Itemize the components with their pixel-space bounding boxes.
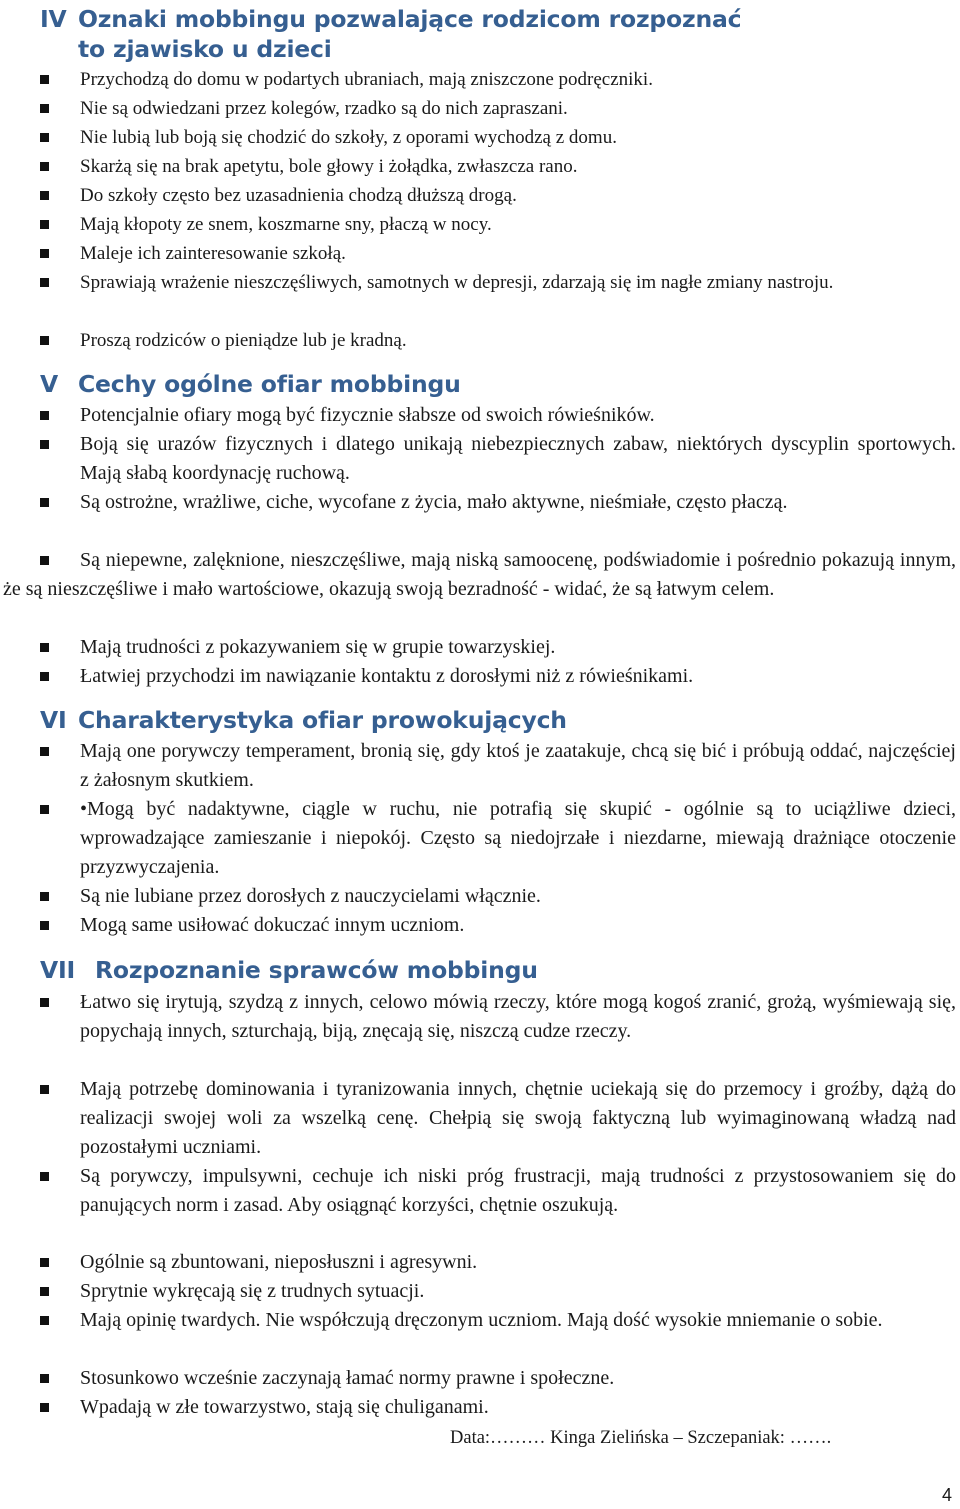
list-item: Przychodzą do domu w podartych ubraniach, mają zniszczone podręczniki. [80,69,653,90]
list-item: Skarżą się na brak apetytu, bole głowy i żołądka, zwłaszcza rano. [80,156,578,177]
bullet-square-icon [40,411,49,420]
section-title: Cechy ogólne ofiar mobbingu [78,370,461,398]
list-item: Mogą same usiłować dokuczać innym uczniom. [80,914,465,936]
bullet-square-icon [40,440,49,449]
bullet-square-icon [40,1172,49,1181]
list-item: Mają opinię twardych. Nie współczują dręczonym uczniom. Mają dość wysokie mniemanie o sobie. [80,1309,883,1331]
bullet-square-icon [40,1287,49,1296]
list-item: Są nie lubiane przez dorosłych z nauczycielami włącznie. [80,885,541,907]
bullet-square-icon [40,892,49,901]
bullet-square-icon [40,805,49,814]
bullet-square-icon [40,643,49,652]
list-item: Mają trudności z pokazywaniem się w grupie towarzyskiej. [80,636,556,658]
list-item: Są porywczy, impulsywni, cechuje ich niski próg frustracji, mają trudności z przystosowaniem się do panujących norm i zasad. Aby osiągnąć korzyści, chętnie oszukują. [80,1165,956,1216]
list-item: Są niepewne, zalęknione, nieszczęśliwe, mają niską samoocenę, podświadomie i pośrednio pokazują innym, że są nieszczęśliwe i mało wartościowe, okazują swoją bezradność - widać, że są łatwym celem. [3,549,956,600]
bullet-square-icon [40,747,49,756]
bullet-square-icon [40,249,49,258]
bullet-square-icon [40,1403,49,1412]
list-item: Nie lubią lub boją się chodzić do szkoły, z oporami wychodzą z domu. [80,127,617,148]
section-title-continued: to zjawisko u dzieci [78,35,332,63]
bullet-square-icon [40,336,49,345]
list-item: Ogólnie są zbuntowani, nieposłuszni i agresywni. [80,1251,478,1273]
bullet-square-icon [40,1085,49,1094]
section-number: VI [40,706,67,734]
list-item: Są ostrożne, wrażliwe, ciche, wycofane z życia, mało aktywne, nieśmiałe, często płaczą. [80,491,788,513]
list-item: Sprytnie wykręcają się z trudnych sytuacji. [80,1280,425,1302]
list-item: Maleje ich zainteresowanie szkołą. [80,243,346,264]
list-item: Mają one porywczy temperament, bronią się, gdy ktoś je zaatakuje, chcą się bić i próbują oddać, najczęściej z żałosnym skutkiem. [80,740,956,791]
list-item: Sprawiają wrażenie nieszczęśliwych, samotnych w depresji, zdarzają się im nagłe zmiany nastroju. [80,272,834,293]
bullet-square-icon [40,1316,49,1325]
list-item: Mają kłopoty ze snem, koszmarne sny, płaczą w nocy. [80,214,492,235]
footer-author-date: Data:……… Kinga Zielińska – Szczepaniak: ……. [450,1428,832,1448]
section-title: Charakterystyka ofiar prowokujących [78,706,567,734]
list-item: Łatwo się irytują, szydzą z innych, celowo mówią rzeczy, które mogą kogoś zranić, grożą, wyśmiewają się, popychają innych, szturchają, biją, znęcają się, niszczą cudze rzeczy. [80,991,956,1042]
bullet-square-icon [40,104,49,113]
bullet-square-icon [40,921,49,930]
bullet-square-icon [40,75,49,84]
section-heading-iv-line2 [78,34,332,64]
list-item: Nie są odwiedzani przez kolegów, rzadko są do nich zapraszani. [80,98,568,119]
bullet-square-icon [40,220,49,229]
bullet-square-icon [40,162,49,171]
bullet-square-icon [40,133,49,142]
section-heading-v [40,369,461,399]
list-item: Stosunkowo wcześnie zaczynają łamać normy prawne i społeczne. [80,1367,615,1389]
section-number: V [40,370,58,398]
section-number: IV [40,5,67,33]
bullet-square-icon [40,672,49,681]
section-heading-vi [40,705,567,735]
section-number: VII [40,956,76,984]
list-item: Potencjalnie ofiary mogą być fizycznie słabsze od swoich rówieśników. [80,404,655,426]
bullet-square-icon [40,1374,49,1383]
list-item: •Mogą być nadaktywne, ciągle w ruchu, nie potrafią się skupić - ogólnie są to uciążliwe dzieci, wprowadzające zamieszanie i niepokój. Często są niedojrzałe i niezdarne, miewają drażniące otoczenie przyzwyczajenia. [80,798,956,878]
list-item: Do szkoły często bez uzasadnienia chodzą dłuższą drogą. [80,185,517,206]
section-title: Oznaki mobbingu pozwalające rodzicom rozpoznać [78,5,742,33]
bullet-square-icon [40,278,49,287]
bullet-square-icon [40,498,49,507]
list-item: Łatwiej przychodzi im nawiązanie kontaktu z dorosłymi niż z rówieśnikami. [80,665,694,687]
list-item: Proszą rodziców o pieniądze lub je kradną. [80,330,407,351]
list-item: Wpadają w złe towarzystwo, stają się chuliganami. [80,1396,489,1418]
bullet-square-icon [40,998,49,1007]
page-number: 4 [941,1485,952,1505]
list-item: Mają potrzebę dominowania i tyranizowania innych, chętnie uciekają się do przemocy i groźby, dążą do realizacji swojej woli za wszelką cenę. Chełpią się swoją faktyczną lub wyimaginowaną władzą nad pozostałymi uczniami. [80,1078,956,1158]
bullet-square-icon [40,1258,49,1267]
section-heading-vii [40,955,538,985]
list-item: Boją się urazów fizycznych i dlatego unikają niebezpiecznych zabaw, niektórych dyscyplin sportowych. Mają słabą koordynację ruchową. [80,433,956,484]
section-title: Rozpoznanie sprawców mobbingu [95,956,538,984]
section-heading-iv [40,4,741,34]
bullet-square-icon [40,191,49,200]
